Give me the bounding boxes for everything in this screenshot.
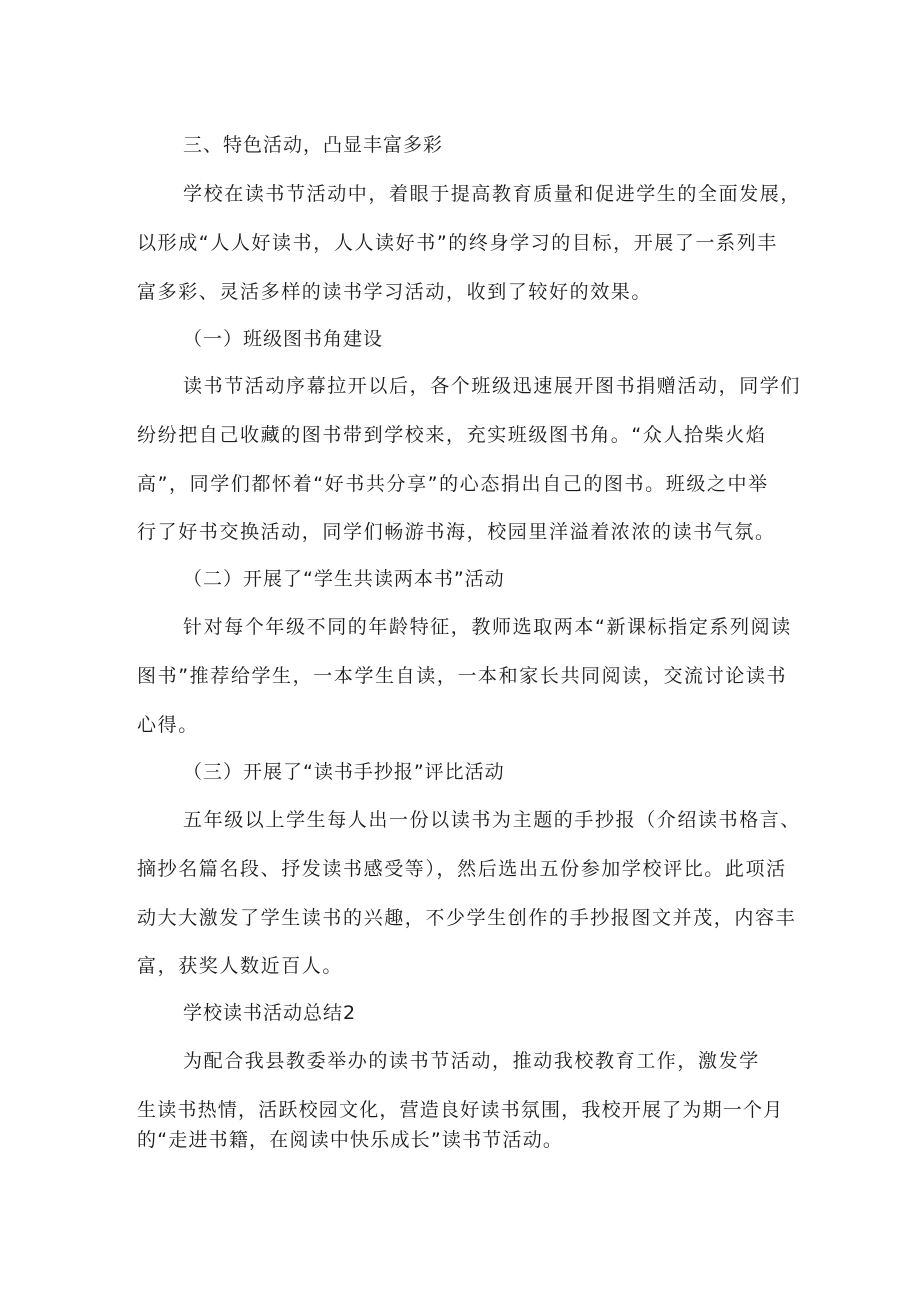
subsection-3-line-3: 动大大激发了学生读书的兴趣，不少学生创作的手抄报图文并茂，内容丰	[137, 907, 797, 929]
subsection-3-line-4: 富，获奖人数近百人。	[137, 955, 344, 977]
subsection-1-line-3: 高”，同学们都怀着“好书共分享”的心态捐出自己的图书。班级之中举	[137, 473, 769, 495]
subsection-heading-3: （三）开展了“读书手抄报”评比活动	[183, 761, 505, 783]
closing-line-2: 生读书热情，活跃校园文化，营造良好读书氛围，我校开展了为期一个月	[137, 1099, 784, 1121]
summary-title: 学校读书活动总结2	[183, 1002, 357, 1024]
closing-line-3: 的“走进书籍，在阅读中快乐成长”读书节活动。	[137, 1129, 564, 1151]
subsection-1-line-1: 读书节活动序幕拉开以后，各个班级迅速展开图书捐赠活动，同学们	[183, 375, 802, 397]
subsection-2-line-3: 心得。	[137, 714, 199, 736]
subsection-3-line-2: 摘抄名篇名段、抒发读书感受等），然后选出五份参加学校评比。此项活	[137, 858, 787, 880]
intro-line-2: 以形成“人人好读书，人人读好书”的终身学习的目标，开展了一系列丰	[137, 232, 778, 254]
subsection-1-line-2: 纷纷把自己收藏的图书带到学校来，充实班级图书角。“众人拾柴火焰	[137, 424, 767, 446]
intro-line-3: 富多彩、灵活多样的读书学习活动，收到了较好的效果。	[137, 281, 653, 303]
subsection-2-line-1: 针对每个年级不同的年龄特征，教师选取两本“新课标指定系列阅读	[183, 616, 792, 638]
subsection-heading-2: （二）开展了“学生共读两本书”活动	[183, 568, 505, 590]
subsection-1-line-4: 行了好书交换活动，同学们畅游书海，校园里洋溢着浓浓的读书气氛。	[137, 521, 776, 543]
subsection-3-line-1: 五年级以上学生每人出一份以读书为主题的手抄报（介绍读书格言、	[183, 809, 802, 831]
subsection-2-line-2: 图书”推荐给学生，一本学生自读，一本和家长共同阅读，交流讨论读书	[137, 665, 788, 687]
intro-line-1: 学校在读书节活动中，着眼于提高教育质量和促进学生的全面发展，	[183, 183, 802, 205]
section-heading: 三、特色活动，凸显丰富多彩	[183, 134, 444, 156]
subsection-heading-1: （一）班级图书角建设	[183, 328, 384, 350]
closing-line-1: 为配合我县教委举办的读书节活动，推动我校教育工作，激发学	[183, 1050, 760, 1072]
